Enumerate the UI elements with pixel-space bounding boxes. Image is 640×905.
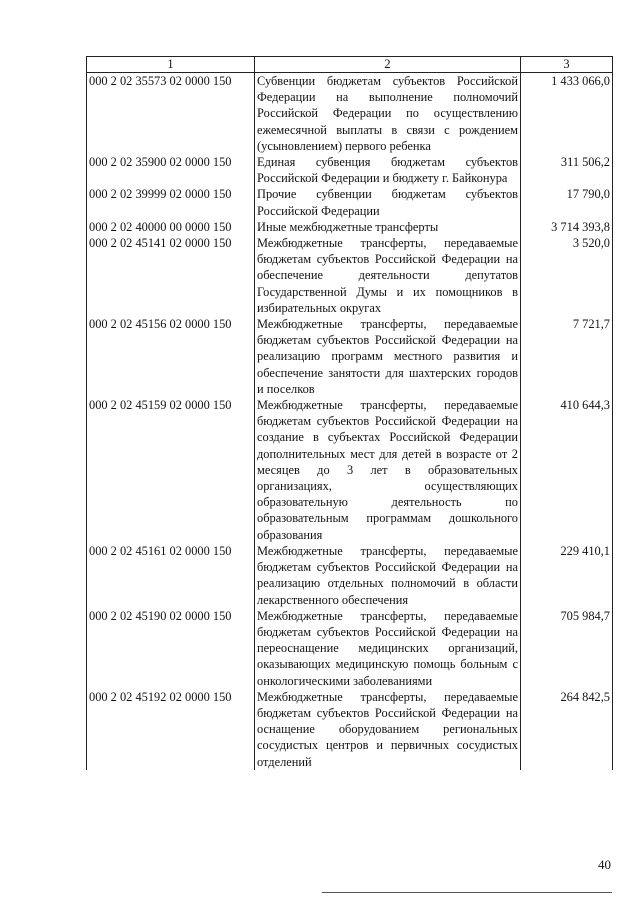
description-cell: Межбюджетные трансферты, передаваемые бюджетам субъектов Российской Федерации на создание в субъектах Российской Федерации дополнительных мест для детей в возрасте от 2 месяцев до 3 лет в образовательных организациях, осуществляющих образовательную деятельность по образовательным программам дошкольного образования [255, 397, 521, 543]
amount-cell: 229 410,1 [521, 543, 613, 608]
amount-cell: 1 433 066,0 [521, 73, 613, 155]
amount-cell: 705 984,7 [521, 608, 613, 689]
bottom-divider [322, 892, 612, 893]
description-cell: Иные межбюджетные трансферты [255, 219, 521, 235]
amount-cell: 17 790,0 [521, 186, 613, 218]
table-row [87, 73, 613, 155]
amount-cell: 3 520,0 [521, 235, 613, 316]
table-row [87, 397, 613, 543]
table-row [87, 219, 613, 235]
description-cell: Межбюджетные трансферты, передаваемые бюджетам субъектов Российской Федерации на переоснащение медицинских организаций, оказывающих медицинскую помощь больным с онкологическими заболеваниями [255, 608, 521, 689]
table-row [87, 543, 613, 608]
budget-code-cell: 000 2 02 35573 02 0000 150 [87, 73, 255, 155]
description-cell: Межбюджетные трансферты, передаваемые бюджетам субъектов Российской Федерации на реализацию программ местного развития и обеспечение занятости для шахтерских городов и поселков [255, 316, 521, 397]
amount-cell: 7 721,7 [521, 316, 613, 397]
budget-table [86, 56, 613, 770]
table-row [87, 186, 613, 218]
budget-code-cell: 000 2 02 45190 02 0000 150 [87, 608, 255, 689]
budget-code-cell: 000 2 02 45192 02 0000 150 [87, 689, 255, 770]
budget-code-cell: 000 2 02 45161 02 0000 150 [87, 543, 255, 608]
table-row [87, 154, 613, 186]
page-number: 40 [598, 857, 611, 872]
budget-code-cell: 000 2 02 45141 02 0000 150 [87, 235, 255, 316]
budget-code-cell: 000 2 02 40000 00 0000 150 [87, 219, 255, 235]
description-cell: Субвенции бюджетам субъектов Российской Федерации на выполнение полномочий Российской Федерации по осуществлению ежемесячной выплаты в связи с рождением (усыновлением) первого ребенка [255, 73, 521, 155]
description-cell: Прочие субвенции бюджетам субъектов Российской Федерации [255, 186, 521, 218]
table-row [87, 689, 613, 770]
budget-code-cell: 000 2 02 39999 02 0000 150 [87, 186, 255, 218]
budget-code-cell: 000 2 02 45156 02 0000 150 [87, 316, 255, 397]
amount-cell: 3 714 393,8 [521, 219, 613, 235]
header-cell-amount: 3 [521, 57, 613, 73]
amount-cell: 410 644,3 [521, 397, 613, 543]
header-cell-code: 1 [87, 57, 255, 73]
amount-cell: 311 506,2 [521, 154, 613, 186]
header-cell-name: 2 [255, 57, 521, 73]
table-row [87, 608, 613, 689]
description-cell: Межбюджетные трансферты, передаваемые бюджетам субъектов Российской Федерации на реализацию отдельных полномочий в области лекарственного обеспечения [255, 543, 521, 608]
table-header-row [87, 57, 613, 73]
description-cell: Межбюджетные трансферты, передаваемые бюджетам субъектов Российской Федерации на обеспечение деятельности депутатов Государственной Думы и их помощников в избирательных округах [255, 235, 521, 316]
table-row [87, 316, 613, 397]
table-row [87, 235, 613, 316]
budget-code-cell: 000 2 02 35900 02 0000 150 [87, 154, 255, 186]
description-cell: Межбюджетные трансферты, передаваемые бюджетам субъектов Российской Федерации на оснащение оборудованием региональных сосудистых центров и первичных сосудистых отделений [255, 689, 521, 770]
description-cell: Единая субвенция бюджетам субъектов Российской Федерации и бюджету г. Байконура [255, 154, 521, 186]
budget-code-cell: 000 2 02 45159 02 0000 150 [87, 397, 255, 543]
amount-cell: 264 842,5 [521, 689, 613, 770]
